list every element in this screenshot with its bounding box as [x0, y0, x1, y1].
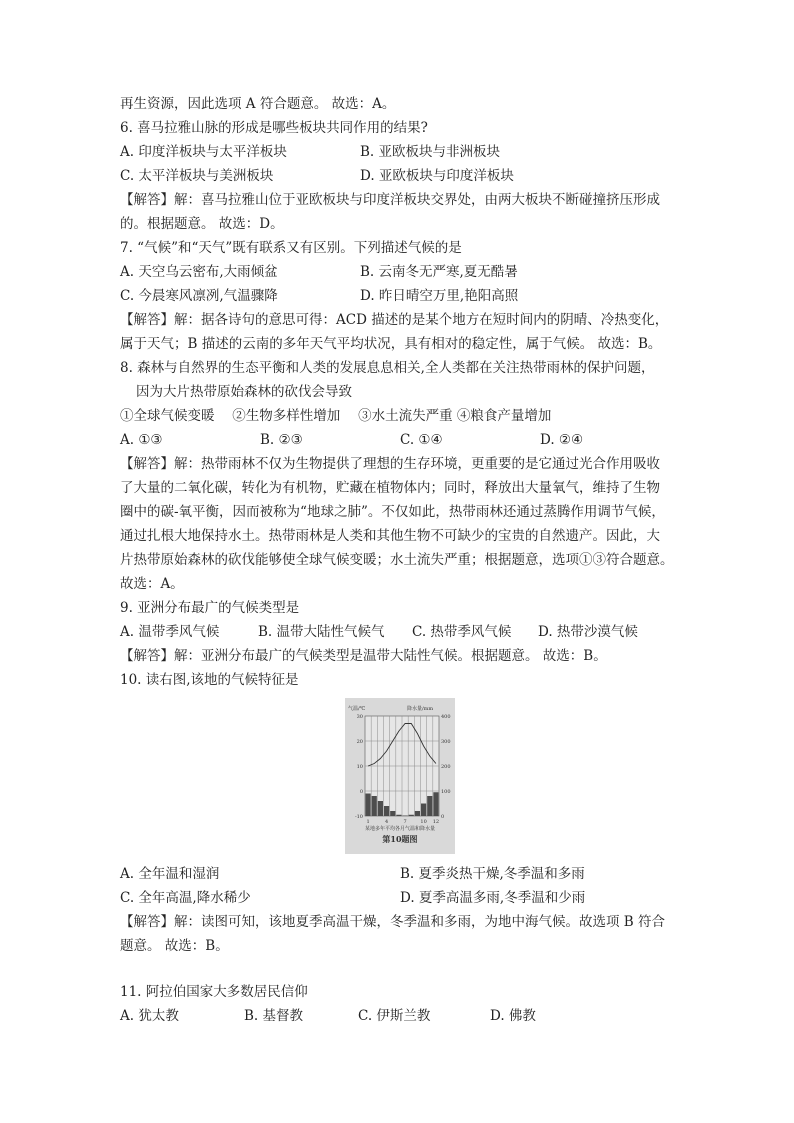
precipitation-bar — [403, 816, 408, 817]
x-tick-label: 4 — [384, 819, 389, 825]
option-d: D. 昨日晴空万里,艳阳高照 — [360, 288, 519, 304]
option-b: B. ②③ — [260, 432, 303, 448]
answer-line: 片热带原始森林的砍伐能够使全球气候变暖；水土流失严重；根据题意，选项①③符合题意。 — [120, 552, 674, 568]
answer-line: 【解答】解：热带雨林不仅为生物提供了理想的生存环境，更重要的是它通过光合作用吸收 — [120, 456, 660, 472]
option-d: D. 夏季高温多雨,冬季温和少雨 — [400, 890, 586, 906]
options-row — [120, 886, 680, 910]
left-tick-label: 10 — [356, 763, 363, 770]
left-axis-label: 气温/℃ — [348, 706, 366, 712]
option-c: C. ①④ — [400, 432, 443, 448]
options-row — [120, 428, 680, 452]
precipitation-bar — [421, 804, 426, 817]
right-tick-label: 400 — [441, 713, 451, 720]
answer-line: 通过扎根大地保持水土。热带雨林是人类和其他生物不可缺少的宝贵的自然遗产。因此，大 — [120, 528, 660, 544]
option-b: B. 亚欧板块与非洲板块 — [360, 144, 501, 160]
question-6: 6. 喜马拉雅山脉的形成是哪些板块共同作用的结果? — [120, 120, 428, 136]
option-a: A. 天空乌云密布,大雨倾盆 — [120, 264, 278, 280]
option-a: A. 全年温和湿润 — [120, 866, 220, 882]
options-row — [120, 862, 680, 886]
question-9: 9. 亚洲分布最广的气候类型是 — [120, 600, 300, 616]
options-row — [120, 260, 680, 284]
climate-chart — [345, 698, 455, 854]
option-a: A. 温带季风气候 — [120, 624, 220, 640]
right-tick-label: 300 — [441, 738, 451, 745]
answer-line: 题意。 故选：B。 — [120, 938, 229, 954]
option-c: C. 热带季风气候 — [412, 624, 512, 640]
right-tick-label: 0 — [441, 813, 445, 820]
answer-line: 属于天气；B 描述的云南的多年天气平均状况，具有相对的稳定性，属于气候。 故选：B。 — [120, 336, 662, 352]
x-tick-label: 7 — [403, 819, 407, 825]
question-7: 7. “气候”和“天气”既有联系又有区别。下列描述气候的是 — [120, 240, 462, 256]
option-b: B. 温带大陆性气候气 — [258, 624, 385, 640]
answer-line: 【解答】解：喜马拉雅山位于亚欧板块与印度洋板块交界处，由两大板块不断碰撞挤压形成 — [120, 192, 660, 208]
question-8: 8. 森林与自然界的生态平衡和人类的发展息息相关,全人类都在关注热带雨林的保护问题， — [120, 360, 655, 376]
answer-line: 【解答】解：亚洲分布最广的气候类型是温带大陆性气候。根据题意。 故选：B。 — [120, 648, 607, 664]
option-c: C. 太平洋板块与美洲板块 — [120, 168, 274, 184]
text-line: 再生资源，因此选项 A 符合题意。 故选：A。 — [120, 96, 396, 112]
x-tick-label: 1 — [366, 819, 370, 825]
right-tick-label: 100 — [441, 788, 451, 795]
option-d: D. ②④ — [540, 432, 584, 448]
option-d: D. 亚欧板块与印度洋板块 — [360, 168, 514, 184]
options-row — [120, 1004, 680, 1028]
precipitation-bar — [409, 815, 414, 816]
answer-line: 了大量的二氧化碳，转化为有机物，贮藏在植物体内；同时，释放出大量氧气，维持了生物 — [120, 480, 660, 496]
option-c: C. 伊斯兰教 — [358, 1008, 431, 1024]
left-tick-label: 20 — [356, 738, 363, 745]
right-tick-label: 200 — [441, 763, 451, 770]
option-b: B. 云南冬无严寒,夏无酷暑 — [360, 264, 518, 280]
x-tick-label: 12 — [432, 819, 440, 825]
right-axis-label: 降水量/mm — [407, 706, 434, 712]
page-content — [120, 92, 680, 1028]
option-a: A. ①③ — [120, 432, 163, 448]
climate-chart-figure — [120, 698, 680, 854]
answer-line: 【解答】解：读图可知，该地夏季高温干燥，冬季温和多雨，为地中海气候。故选项 B 符合 — [120, 914, 666, 930]
precipitation-bar — [433, 792, 438, 816]
option-c: C. 全年高温,降水稀少 — [120, 890, 251, 906]
answer-line: 故选：A。 — [120, 576, 184, 592]
answer-line: 的。根据题意。 故选：D。 — [120, 216, 284, 232]
question-8-items: ①全球气候变暖 ②生物多样性增加 ③水土流失严重 ④粮食产量增加 — [120, 408, 552, 424]
options-row — [120, 284, 680, 308]
option-b: B. 基督教 — [244, 1008, 304, 1024]
option-b: B. 夏季炎热干燥,冬季温和多雨 — [400, 866, 585, 882]
answer-line: 圈中的碳-氧平衡，因而被称为“地球之肺”。不仅如此，热带雨林还通过蒸腾作用调节气候， — [120, 504, 665, 520]
options-row — [120, 140, 680, 164]
option-d: D. 佛教 — [490, 1008, 536, 1024]
option-a: A. 印度洋板块与太平洋板块 — [120, 144, 287, 160]
precipitation-bar — [366, 794, 371, 817]
options-row — [120, 164, 680, 188]
precipitation-bar — [390, 811, 395, 816]
left-tick-label: 0 — [359, 788, 363, 795]
question-10: 10. 读右图,该地的气候特征是 — [120, 672, 299, 688]
precipitation-bar — [427, 796, 432, 816]
figure-caption: 某地多年平均各月气温和降水量 — [364, 826, 436, 832]
option-d: D. 热带沙漠气候 — [538, 624, 638, 640]
x-tick-label: 10 — [420, 819, 427, 825]
options-row — [120, 620, 680, 644]
option-c: C. 今晨寒风凛冽,气温骤降 — [120, 288, 278, 304]
precipitation-bar — [396, 815, 401, 816]
precipitation-bar — [372, 796, 377, 816]
figure-number: 第10题图 — [382, 834, 418, 844]
precipitation-bar — [384, 806, 389, 816]
question-8-cont: 因为大片热带原始森林的砍伐会导致 — [136, 384, 352, 400]
answer-line: 【解答】解：据各诗句的意思可得：ACD 描述的是某个地方在短时间内的阴晴、冷热变化， — [120, 312, 669, 328]
left-tick-label: -10 — [354, 813, 363, 820]
question-11: 11. 阿拉伯国家大多数居民信仰 — [120, 984, 308, 1000]
precipitation-bar — [415, 811, 420, 816]
left-tick-label: 30 — [356, 713, 363, 720]
precipitation-bar — [378, 801, 383, 816]
option-a: A. 犹太教 — [120, 1008, 179, 1024]
